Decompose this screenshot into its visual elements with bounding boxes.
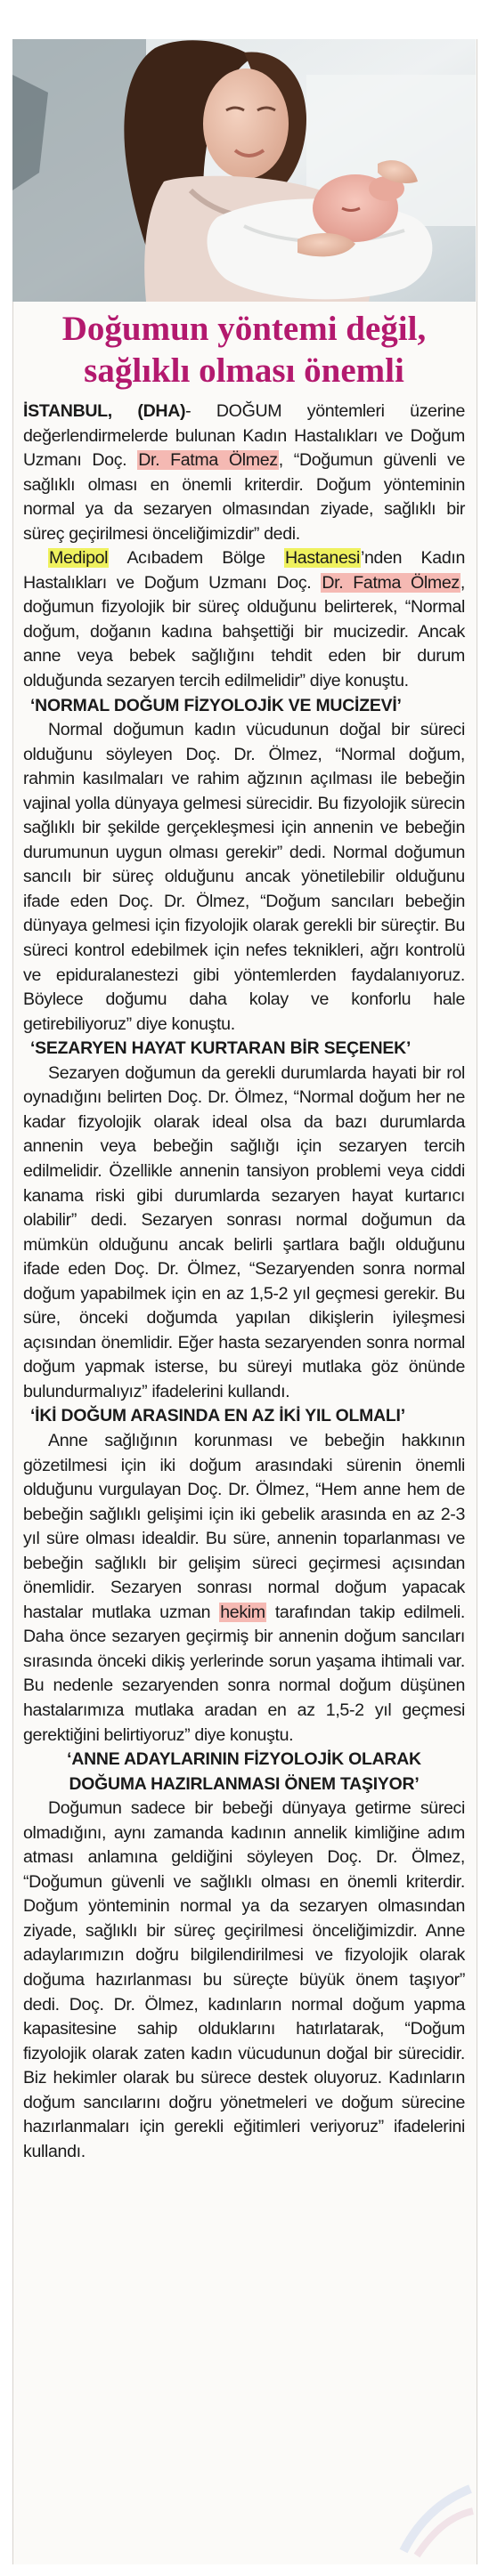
highlight-name: Dr. Fatma Ölmez bbox=[322, 572, 460, 593]
highlight-brand: Medipol bbox=[49, 548, 109, 569]
subheading-2: ‘SEZARYEN HAYAT KURTARAN BİR SEÇENEK’ bbox=[30, 1038, 412, 1059]
paragraph-3: Normal doğumun kadın vücudunun doğal bir süreci olduğunu söyleyen Doç. Dr. Ölmez, “Normal doğum, rahmin kasılmaları ve rahim ağzının açılması ile bebeğin vajinal yolla dünyaya gelmesi sürecidir. Bu fizyolojik sürecin sağlıklı bir şekilde gerçekleşmesi için annenin ve bebeğin durumunun uygun olması gerekir” dedi. Normal doğumun sancılı bir süreç olduğunu ancak yönetilebilir olduğunu ifade eden Doç. Dr. Ölmez, “Doğum sancıları bebeğin dünyaya gelmesi için fizyolojik olarak gerekli bir süreçtir. Bu süreci kontrol edebilmek için nefes teknikleri, ağrı kontrolü ve epiduralanestezi gibi yöntemlerden faydalanıyoruz. Böylece doğumu daha kolay ve konforlu hale getirebiliyoruz” diye konuştu. bbox=[23, 720, 465, 1034]
subheading-1: ‘NORMAL DOĞUM FİZYOLOJİK VE MUCİZEVİ’ bbox=[30, 695, 402, 715]
highlight-hekim: hekim bbox=[220, 1602, 265, 1622]
subheading-4: ‘ANNE ADAYLARININ FİZYOLOJİK OLARAK DOĞUMA HAZIRLANMASI ÖNEM TAŞIYOR’ bbox=[67, 1749, 421, 1794]
subheading-3: ‘İKİ DOĞUM ARASINDA EN AZ İKİ YIL OLMALI’ bbox=[30, 1406, 405, 1426]
watermark-icon bbox=[395, 2480, 475, 2560]
highlight-name: Dr. Fatma Ölmez bbox=[138, 450, 278, 471]
dateline: İSTANBUL, (DHA) bbox=[23, 401, 186, 421]
paragraph-2: Medipol Acıbadem Bölge Hastanesi’nden Kadın Hastalıkları ve Doğum Uzmanı Doç. Dr. Fatma Ölmez, doğumun fizyolojik bir süreç olduğunu belirterek, “Normal doğum, doğanın kadına bahşettiği bir mucizedir. Ancak anne veya bebek sağlığını tehdit eden bir durum olduğunda sezaryen tercih edilmelidir” diye konuştu. bbox=[23, 548, 466, 691]
highlight-hospital: Hastanesi bbox=[285, 548, 360, 569]
headline-line-1: Doğumun yöntemi değil, bbox=[61, 310, 427, 348]
headline-line-2: sağlıklı olması önemli bbox=[84, 351, 404, 390]
article-body bbox=[23, 400, 465, 2164]
headline bbox=[21, 308, 467, 392]
paragraph-6: Doğumun sadece bir bebeği dünyaya getirme süreci olmadığını, aynı zamanda kadının annelik kimliğine adım atması anlamına geldiğini söyleyen Doç. Dr. Ölmez, “Doğumun güvenli ve sağlıklı olması en önemli kriterdir. Doğum yönteminin normal ya da sezaryen olmasından ziyade, sağlıklı bir süreç geçirilmesi önceliğimizdir. Anne adaylarımızın doğru bilgilendirilmesi ve fizyolojik olarak doğuma hazırlanması bu süreçte büyük önem taşıyor” dedi. Doç. Dr. Ölmez, kadınların normal doğum yapma kapasitesine sahip olduklarını hatırlatarak, “Doğum fizyolojik olarak zaten kadın vücudunun doğal bir sürecidir. Biz hekimler olarak bu sürece destek oluyoruz. Kadınların doğum sancılarını doğru yönetmeleri ve doğum sürecine hazırlanmaları için gerekli eğitimleri veriyoruz” ifadelerini kullandı. bbox=[23, 1798, 465, 2161]
paragraph-4: Sezaryen doğumun da gerekli durumlarda hayati bir rol oynadığını belirten Doç. Dr. Ölmez, “Normal doğum her ne kadar fizyolojik olarak ideal olsa da bazı durumlarda annenin veya bebeğin sağlığı için sezaryen tercih edilmelidir. Özellikle annenin tansiyon problemi veya ciddi kanama riski gibi durumlarda sezaryen hayat kurtarıcı olabilir” dedi. Sezaryen sonrası normal doğumun da mümkün olduğunu ancak belirli şartlara bağlı olduğunu ifade eden Doç. Dr. Ölmez, “Sezaryenden sonra normal doğum yapabilmek için en az 1,5-2 yıl geçmesi gerekir. Bu süre, önceki doğumda yapılan dikişlerin iyileşmesi açısından önemlidir. Eğer hasta sezaryenden sonra normal doğum yapmak isterse, bu süreyi mutlaka göz önünde bulundurmalıyız” ifadelerini kullandı. bbox=[23, 1062, 465, 1401]
paragraph-5: Anne sağlığının korunması ve bebeğin hakkının gözetilmesi için iki doğum arasındaki sürenin önemli olduğunu vurgulayan Doç. Dr. Ölmez, “Hem anne hem de bebeğin sağlıklı gelişimi için iki gebelik arasında en az 2-3 yıl süre olması idealdir. Bu süre, annenin toparlanması ve bebeğin sağlıklı bir gelişim süreci geçirmesi açısından önemlidir. Sezaryen sonrası normal doğum yapacak hastalar mutlaka uzman hekim tarafından takip edilmeli. Daha önce sezaryen geçirmiş bir annenin doğum sancıları sırasında önceki dikiş yerlerinde sorun yaşama ihtimali var. Bu nedenle sezaryenden sonra normal doğum düşünen hastalarımıza mutlaka aradan en az 1,5-2 yıl geçmesi gerektiğini belirtiyoruz” diye konuştu. bbox=[23, 1430, 465, 1745]
paragraph-1: İSTANBUL, (DHA)- DOĞUM yöntemleri üzerine değerlendirmelerde bulunan Kadın Hastalıkları ve Doğum Uzmanı Doç. Dr. Fatma Ölmez, “Doğumun güvenli ve sağlıklı olması en önemli kriterdir. Doğum yönteminin normal ya da sezaryen olmasından ziyade, sağlıklı bir süreç geçirilmesi önceliğimizdir” dedi. bbox=[23, 401, 465, 544]
mother-baby-photo bbox=[12, 39, 476, 302]
